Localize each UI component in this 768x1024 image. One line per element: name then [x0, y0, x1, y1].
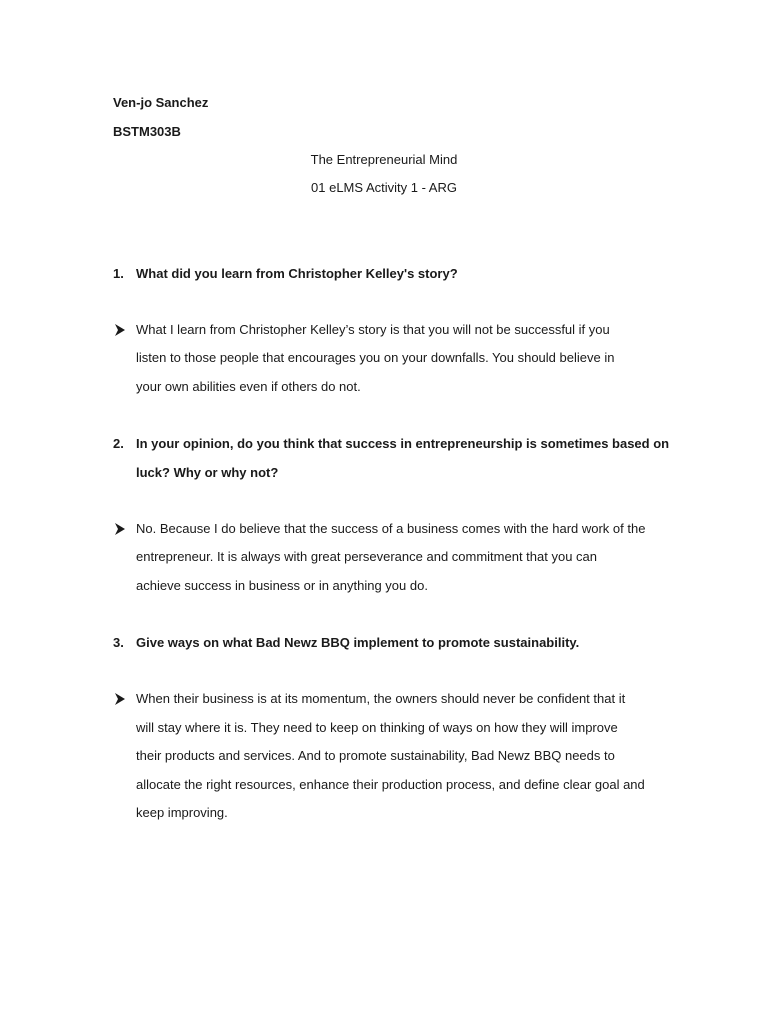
answer-line: allocate the right resources, enhance their production process, and define clear goal and — [136, 777, 645, 792]
arrow-bullet-icon — [113, 522, 127, 536]
author-name: Ven-jo Sanchez — [113, 95, 209, 110]
arrow-bullet-icon — [113, 323, 127, 337]
document-title: The Entrepreneurial Mind — [310, 152, 458, 167]
question-number: 2. — [113, 436, 124, 451]
question-number: 3. — [113, 635, 124, 650]
answer-line: When their business is at its momentum, the owners should never be confident that it — [136, 691, 626, 706]
question-number: 1. — [113, 266, 124, 281]
answer-line: keep improving. — [136, 805, 228, 820]
question-text: In your opinion, do you think that success in entrepreneurship is sometimes based on — [136, 436, 670, 451]
question-text: Give ways on what Bad Newz BBQ implement to promote sustainability. — [136, 635, 580, 650]
question-text: What did you learn from Christopher Kelley's story? — [136, 266, 458, 281]
arrow-bullet-icon — [113, 692, 127, 706]
answer-line: listen to those people that encourages you on your downfalls. You should believe in — [136, 350, 615, 365]
answer-line: entrepreneur. It is always with great perseverance and commitment that you can — [136, 549, 598, 564]
answer-line: their products and services. And to promote sustainability, Bad Newz BBQ needs to — [136, 748, 615, 763]
answer-line: What I learn from Christopher Kelley’s story is that you will not be successful if you — [136, 322, 610, 337]
answer-line: achieve success in business or in anything you do. — [136, 578, 428, 593]
course-code: BSTM303B — [113, 124, 181, 139]
answer-line: your own abilities even if others do not. — [136, 379, 361, 394]
answer-line: will stay where it is. They need to keep on thinking of ways on how they will improve — [136, 720, 618, 735]
document-subtitle: 01 eLMS Activity 1 - ARG — [311, 180, 457, 195]
question-text: luck? Why or why not? — [136, 465, 279, 480]
answer-line: No. Because I do believe that the success of a business comes with the hard work of the — [136, 521, 646, 536]
